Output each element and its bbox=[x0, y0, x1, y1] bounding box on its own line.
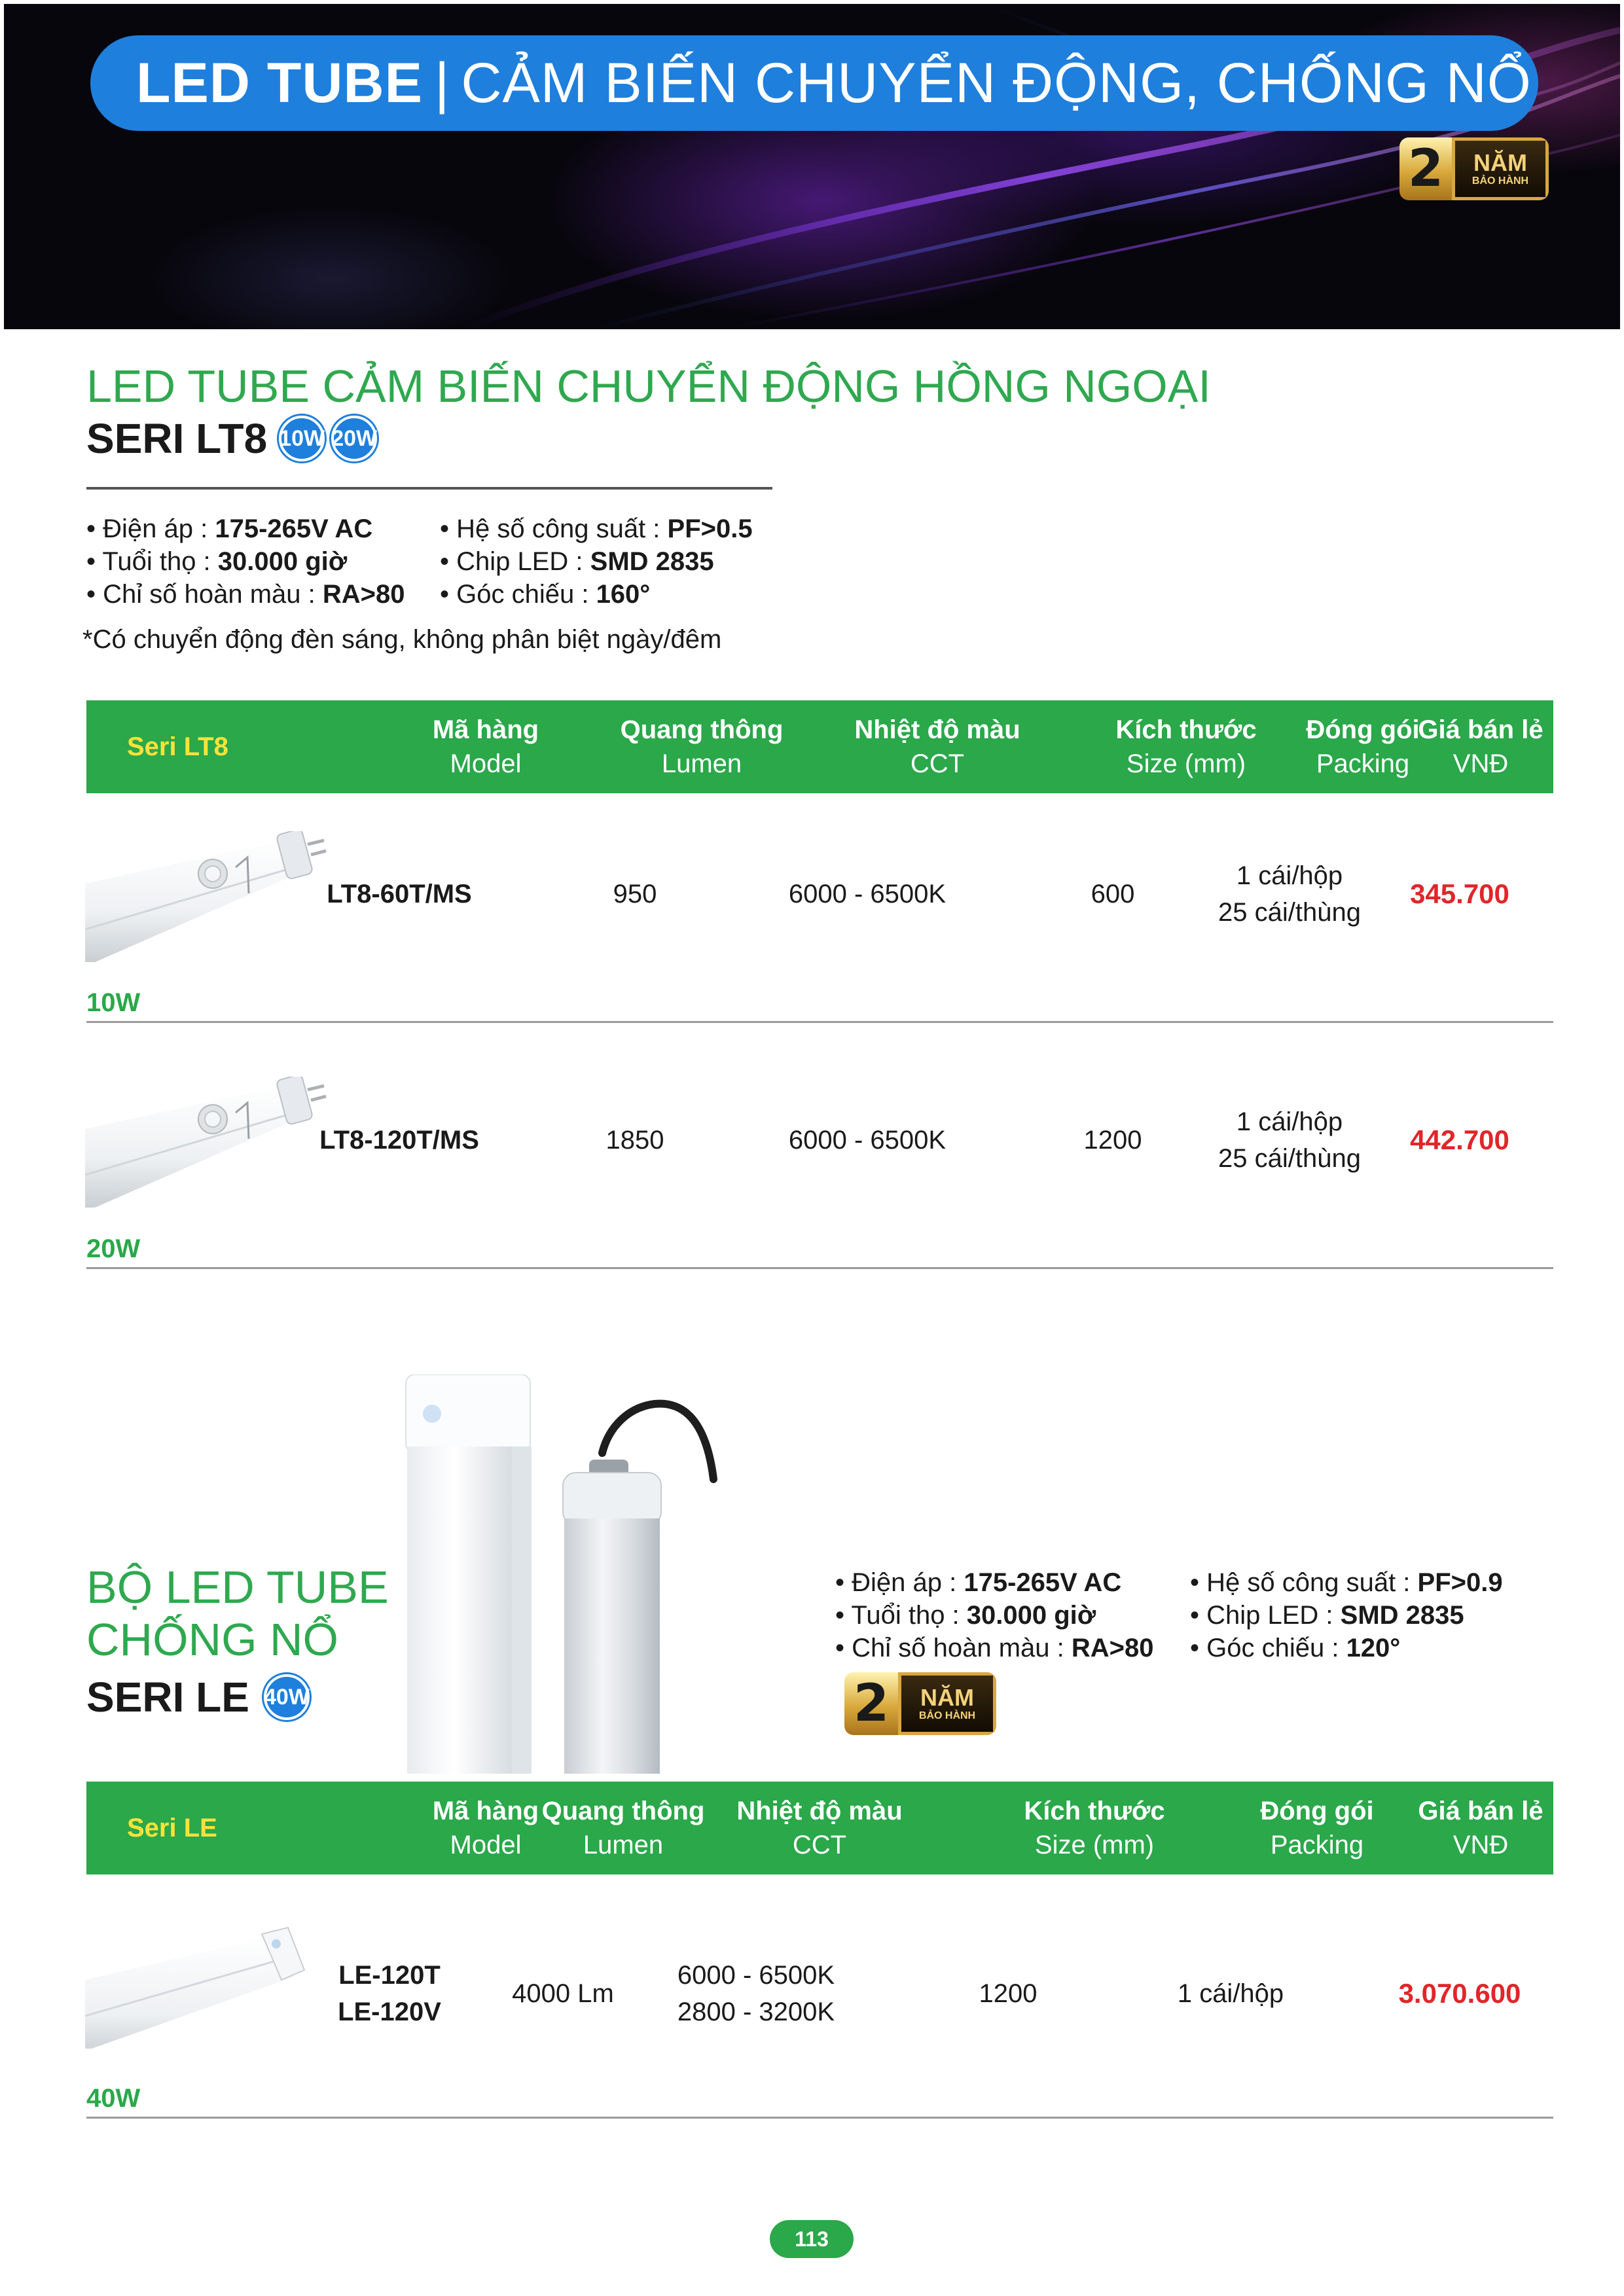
warranty-number: 2 bbox=[1399, 137, 1452, 200]
row1-model: LT8-60T/MS bbox=[327, 880, 472, 908]
le-row-divider bbox=[86, 2117, 1553, 2119]
row2-watt: 20W bbox=[86, 1234, 141, 1263]
section2-seri bbox=[86, 1671, 310, 1723]
spec-lifetime: • Tuổi thọ : 30.000 giờ bbox=[86, 547, 348, 576]
le-spec-beam-angle: • Góc chiếu : 120° bbox=[1190, 1634, 1401, 1662]
le-spec-cri: • Chỉ số hoàn màu : RA>80 bbox=[835, 1634, 1154, 1662]
table1-col-packing: Đóng gói Packing bbox=[1306, 715, 1420, 778]
table1-col-cct: Nhiệt độ màu CCT bbox=[854, 715, 1020, 778]
section2-title-line1: BỘ LED TUBE bbox=[86, 1562, 389, 1613]
table1-col-lumen: Quang thông Lumen bbox=[620, 715, 784, 778]
le-spec-lifetime: • Tuổi thọ : 30.000 giờ bbox=[835, 1601, 1096, 1630]
row1-size: 600 bbox=[1091, 880, 1135, 908]
table2-header bbox=[86, 1782, 1553, 1874]
warranty-year-label: NĂM bbox=[1473, 149, 1527, 176]
spec-power-factor: • Hệ số công suất : PF>0.5 bbox=[440, 514, 753, 543]
row2-cct: 6000 - 6500K bbox=[788, 1126, 947, 1155]
le-row-model: LE-120T LE-120V bbox=[338, 1961, 441, 2026]
title-rest: CẢM BIẾN CHUYỂN ĐỘNG, CHỐNG NỔ bbox=[461, 51, 1532, 115]
table2-col-cct: Nhiệt độ màu CCT bbox=[736, 1797, 903, 1859]
row1-divider bbox=[86, 1021, 1553, 1023]
table2-col-lumen: Quang thông Lumen bbox=[541, 1797, 705, 1859]
section2-title-line2: CHỐNG NỔ bbox=[86, 1614, 338, 1665]
product-image-lt8-120t bbox=[85, 1077, 327, 1208]
le-row-lumen: 4000 Lm bbox=[512, 1979, 614, 2008]
title-bold: LED TUBE bbox=[136, 51, 423, 115]
table1-col-size: Kích thước Size (mm) bbox=[1115, 715, 1257, 778]
spec-chip: • Chip LED : SMD 2835 bbox=[440, 547, 714, 576]
table1-header bbox=[86, 700, 1553, 793]
le-row-size: 1200 bbox=[979, 1979, 1038, 2008]
table2-col-model: Mã hàng Model bbox=[432, 1797, 539, 1859]
title-separator: | bbox=[435, 51, 450, 115]
product-image-lt8-60t bbox=[85, 831, 327, 962]
table2-col-price: Giá bán lẻ VNĐ bbox=[1418, 1797, 1543, 1859]
le-warranty-sub-label: BẢO HÀNH bbox=[918, 1710, 976, 1721]
section2-seri-label: SERI LE bbox=[86, 1674, 249, 1721]
warranty-sub-label: BẢO HÀNH bbox=[1471, 175, 1529, 187]
spec-voltage: • Điện áp : 175-265V AC bbox=[86, 514, 373, 543]
row1-price: 345.700 bbox=[1410, 878, 1509, 909]
row2-price: 442.700 bbox=[1410, 1124, 1509, 1155]
le-warranty-number: 2 bbox=[844, 1672, 898, 1735]
le-spec-power-factor: • Hệ số công suất : PF>0.9 bbox=[1190, 1568, 1503, 1597]
header-banner bbox=[4, 4, 1620, 329]
row1-packing: 1 cái/hộp 25 cái/thùng bbox=[1218, 861, 1361, 927]
spec-beam-angle: • Góc chiếu : 160° bbox=[440, 580, 651, 609]
table1-seri-label: Seri LT8 bbox=[127, 732, 228, 761]
table1-col-price: Giá bán lẻ VNĐ bbox=[1418, 715, 1543, 778]
section1-note: *Có chuyển động đèn sáng, không phân biệt ngày/đêm bbox=[82, 625, 722, 654]
le-row-cct: 6000 - 6500K 2800 - 3200K bbox=[677, 1961, 835, 2026]
row2-divider bbox=[86, 1267, 1553, 1269]
row1-cct: 6000 - 6500K bbox=[788, 880, 947, 908]
le-spec-voltage: • Điện áp : 175-265V AC bbox=[835, 1568, 1122, 1597]
le-spec-chip: • Chip LED : SMD 2835 bbox=[1190, 1601, 1464, 1630]
section1-divider bbox=[86, 487, 772, 490]
row2-size: 1200 bbox=[1083, 1126, 1142, 1155]
le-warranty-year-label: NĂM bbox=[920, 1684, 974, 1711]
row2-packing: 1 cái/hộp 25 cái/thùng bbox=[1218, 1107, 1361, 1173]
table2-col-packing: Đóng gói Packing bbox=[1260, 1797, 1374, 1859]
table2-col-size: Kích thước Size (mm) bbox=[1024, 1797, 1165, 1859]
warranty-badge bbox=[1399, 137, 1549, 200]
section1-seri-label: SERI LT8 bbox=[86, 415, 268, 462]
product-image-le-fixtures bbox=[393, 1374, 733, 1774]
le-row-packing: 1 cái/hộp bbox=[1177, 1979, 1284, 2008]
le-warranty-badge bbox=[844, 1672, 996, 1735]
table1-col-model: Mã hàng Model bbox=[432, 715, 539, 778]
le-row-price: 3.070.600 bbox=[1398, 1978, 1521, 2009]
page-number: 113 bbox=[770, 2220, 854, 2258]
power-badge-10w: 10W bbox=[279, 416, 325, 461]
power-badge-20w: 20W bbox=[331, 416, 377, 461]
page-title bbox=[90, 35, 1538, 131]
le-row-watt: 40W bbox=[86, 2084, 141, 2113]
row2-lumen: 1850 bbox=[605, 1126, 664, 1155]
product-image-le-120 bbox=[85, 1918, 308, 2049]
section1-title: LED TUBE CẢM BIẾN CHUYỂN ĐỘNG HỒNG NGOẠI bbox=[86, 361, 1211, 412]
spec-cri: • Chỉ số hoàn màu : RA>80 bbox=[86, 580, 405, 609]
row2-model: LT8-120T/MS bbox=[319, 1126, 479, 1155]
row1-lumen: 950 bbox=[613, 880, 657, 908]
row1-watt: 10W bbox=[86, 988, 141, 1017]
section1-seri bbox=[86, 412, 377, 465]
table2-seri-label: Seri LE bbox=[127, 1813, 217, 1842]
power-badge-40w: 40W bbox=[264, 1674, 310, 1720]
